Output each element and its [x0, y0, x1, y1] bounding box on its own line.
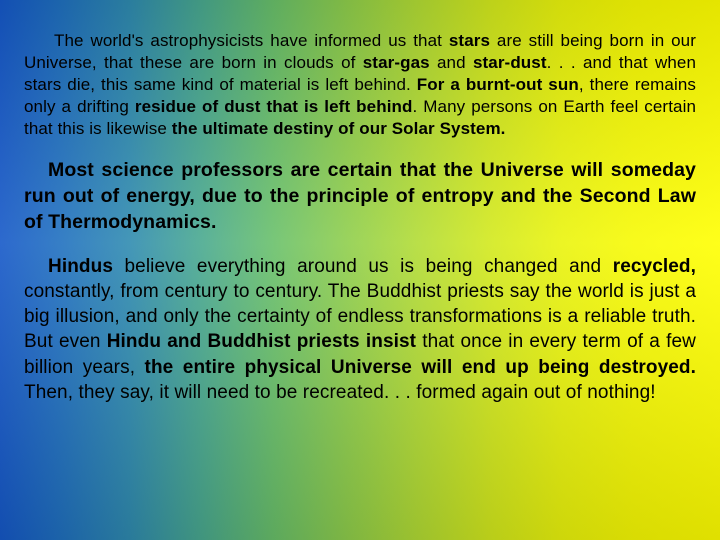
- paragraph-2: [24, 158, 696, 235]
- body-text: and: [429, 53, 473, 73]
- paragraph-3: [24, 254, 696, 406]
- body-text: constantly, from century to century. The Buddhist priests say the world is just a big illusion, and only the certainty of endless transformations is a reliable truth. But even: [24, 280, 696, 353]
- body-text: Then, they say, it will need to be recreated. . . formed again out of nothing!: [24, 382, 656, 403]
- emphasis-text: star-dust: [472, 53, 547, 73]
- body-text: that once in every term of a few billion years,: [24, 331, 696, 378]
- emphasis-text: stars: [448, 31, 491, 50]
- emphasis-text: the entire physical Universe will end up being destroyed.: [144, 356, 696, 378]
- emphasis-text: star-gas: [362, 53, 430, 73]
- emphasis-text: recycled,: [612, 255, 696, 277]
- slide-text-body: [24, 30, 696, 405]
- emphasis-text: the ultimate destiny of our Solar System.: [171, 119, 506, 139]
- emphasis-text: Hindu and Buddhist priests insist: [106, 331, 417, 353]
- body-text: believe everything around us is being changed and: [113, 255, 613, 277]
- body-text: The world's astrophysicists have informed us that: [54, 31, 449, 50]
- body-text: , there remains only a drifting: [24, 75, 696, 117]
- emphasis-text: Hindus: [48, 255, 113, 277]
- emphasis-text: Most science professors are certain that the Universe will someday run out of energy, due to the principle of entropy and the Second Law of Thermodynamics.: [24, 159, 696, 233]
- body-text: . . . and that when stars die, this same kind of material is left behind.: [24, 53, 697, 95]
- emphasis-text: residue of dust that is left behind: [134, 97, 413, 117]
- body-text: are still being born in our Universe, that these are born in clouds of: [24, 31, 696, 73]
- paragraph-1: [24, 30, 696, 140]
- body-text: . Many persons on Earth feel certain that this is likewise: [24, 97, 697, 139]
- emphasis-text: For a burnt-out sun: [416, 75, 579, 95]
